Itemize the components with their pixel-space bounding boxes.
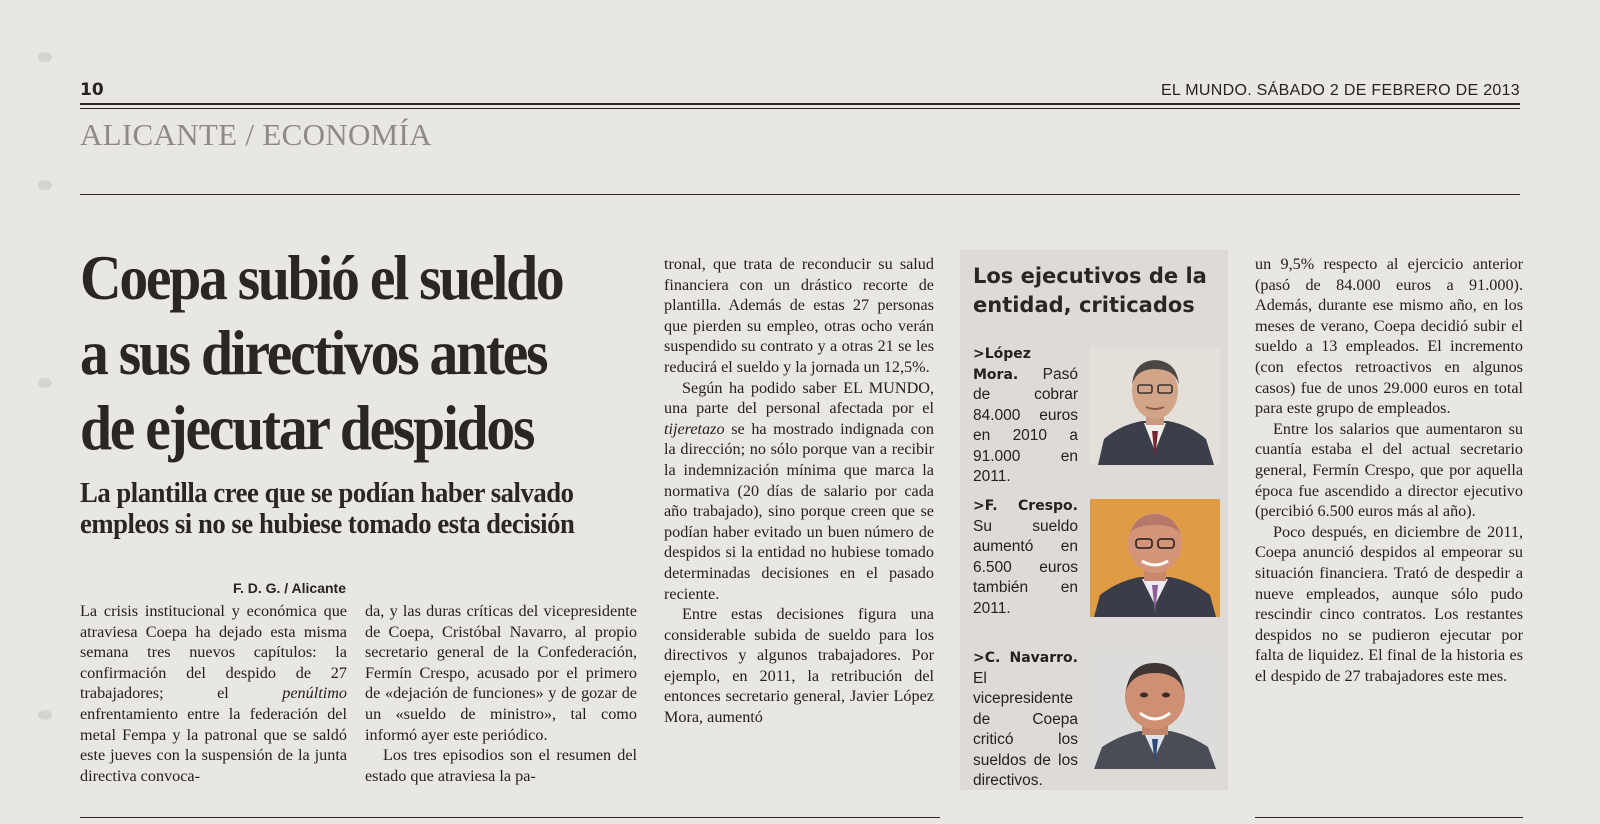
dateline: EL MUNDO. SÁBADO 2 DE FEBRERO DE 2013 [1160,82,1520,99]
portrait-photo-crespo [1090,499,1220,617]
header-rule [80,103,1520,105]
article-column-2 [365,601,637,786]
article-column-1 [80,601,347,786]
sidebar-title: Los ejecutivos de la entidad, criticados [973,264,1207,317]
section-title: ALICANTE / ECONOMÍA [80,117,432,152]
punch-hole-mark [38,180,52,190]
punch-hole-mark [38,378,52,388]
paragraph: Entre estas decisiones figura una considerable subida de sueldo para los directivos y algunos trabajadores. Por ejemplo, en 2011, la retribución del entonces secretario general, Javier López Mora, aumentó [664,605,934,727]
article-column-3 [664,254,934,728]
footer-rule [80,817,940,818]
punch-hole-mark [38,52,52,62]
subtitle: La plantilla cree que se podían haber salvado empleos si no se hubiese tomado esta decisión [80,477,575,540]
punch-hole-mark [38,710,52,720]
page-number: 10 [80,80,104,100]
article-column-5 [1255,254,1523,686]
paragraph: da, y las duras críticas del vicepresidente de Coepa, Cristóbal Navarro, al propio secretario general de la Confederación, Fermín Crespo, acusado por el primero de «dejación de funciones» y de gozar de un «sueldo de ministro», tal como informó ayer este periódico. [365,602,637,744]
sidebar-item-navarro: >C. Navarro. El vicepresidente de Coepa criticó los sueldos de los directivos. [973,650,1078,789]
sidebar-item-lopez-mora: >López Mora. Pasó de cobrar 84.000 euros en 2010 a 91.000 en 2011. [973,346,1078,485]
paragraph: Los tres episodios son el resumen del estado que atraviesa la pa- [365,746,637,785]
footer-rule [1255,817,1523,818]
portrait-photo-navarro [1090,651,1220,769]
paragraph: Según ha podido saber EL MUNDO, una parte del personal afectada por el tijeretazo se ha mostrado indignada con la dirección; no sólo porque van a recibir la indemnización mínima que marca la normativa (20 días de salario por cada año trabajado), sino porque creen que se podían haber evitado un buen número de despidos si la entidad no hubiese tomado determinadas decisiones en el pasado reciente. [664,378,934,603]
paragraph: Poco después, en diciembre de 2011, Coepa anunció despidos al empeorar su situación financiera. Trató de despedir a nueve empleados, aunque sólo pudo rescindir cinco contratos. Los restantes despidos no se pudieron ejecutar por falta de liquidez. El final de la historia es el despido de 27 trabajadores este mes. [1255,522,1523,685]
sidebar-item-crespo: >F. Crespo. Su sueldo aumentó en 6.500 euros también en 2011. [973,498,1078,617]
portrait-photo-lopez-mora [1090,347,1220,465]
paragraph: La crisis institucional y económica que atraviesa Coepa ha dejado esta misma semana tres nuevos capítulos: la confirmación del despido de 27 trabajadores; el penúltimo enfrentamiento entre la federación del metal Fempa y la patronal que se saldó este jueves con la suspensión de la junta directiva convoca- [80,602,347,785]
paragraph: tronal, que trata de reconducir su salud financiera con un drástico recorte de plantilla. Además de estas 27 personas que pierden su empleo, otras ocho verán suspendido su contrato y a otras 21 se les reducirá el sueldo y la jornada un 12,5%. [664,255,934,376]
byline: F. D. G. / Alicante [232,580,346,596]
header-rule-thin [80,108,1520,109]
headline: Coepa subió el sueldo a sus directivos antes de ejecutar despidos [80,242,563,463]
section-rule [80,194,1520,195]
paragraph: Entre los salarios que aumentaron su cuantía estaba el del actual secretario general, Fermín Crespo, que por aquella época fue ascendido a director ejecutivo (percibió 6.500 euros más al año). [1255,419,1523,521]
paragraph: un 9,5% respecto al ejercicio anterior (pasó de 84.000 euros a 91.000). Además, durante ese mismo año, en los meses de verano, Coepa decidió subir el sueldo a 13 empleados. El incremento (con efectos retroactivos en algunos casos) fue de unos 29.000 euros en total para este grupo de empleados. [1255,255,1523,418]
